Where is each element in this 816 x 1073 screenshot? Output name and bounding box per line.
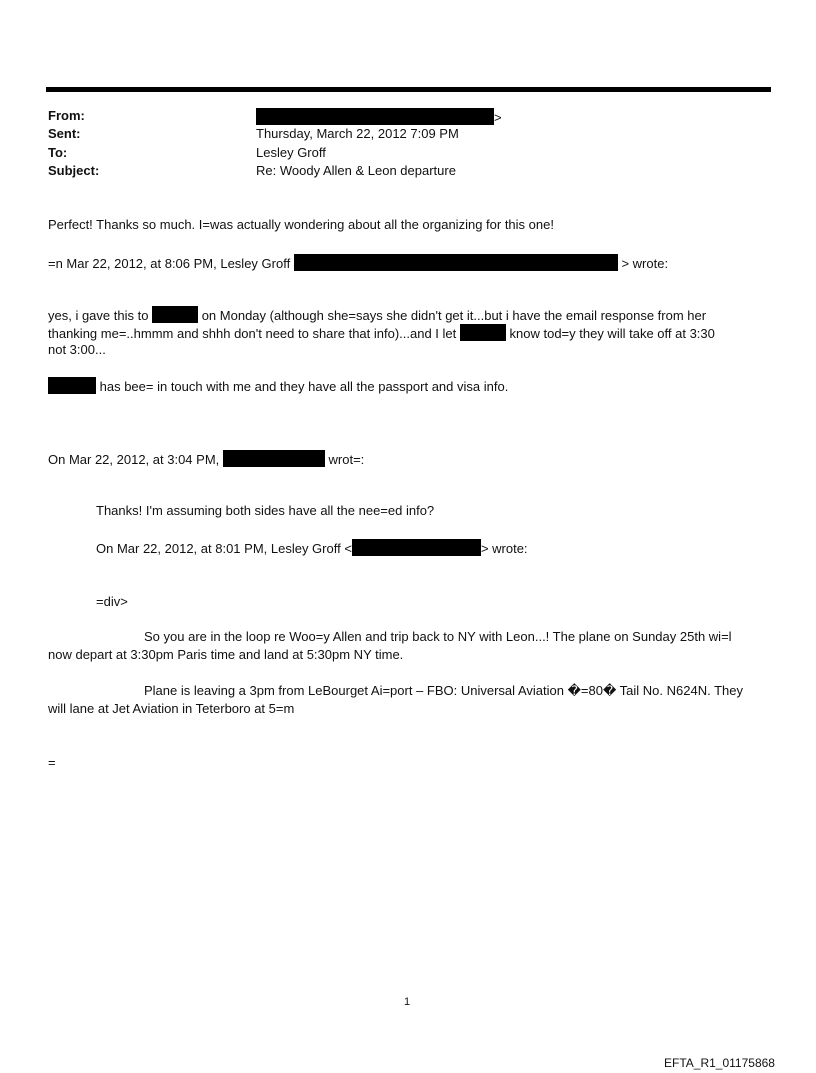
text-segment: know tod=y they will take off at 3:30 bbox=[509, 326, 715, 341]
body-paragraph-9-line-1: So you are in the loop re Woo=y Allen and trip back to NY with Leon...! The plane on Sunday 25th wi=l bbox=[144, 629, 732, 644]
redaction-box bbox=[256, 108, 494, 125]
body-paragraph-1: Perfect! Thanks so much. I=was actually wondering about all the organizing for this one! bbox=[48, 217, 554, 232]
subject-value: Re: Woody Allen & Leon departure bbox=[256, 163, 456, 178]
text-segment: thanking me=..hmmm and shhh don't need to share that info)...and I let bbox=[48, 326, 457, 341]
quote-header-1-text: =n Mar 22, 2012, at 8:06 PM, Lesley Groff bbox=[48, 256, 291, 271]
from-value bbox=[256, 108, 502, 125]
redaction-box bbox=[352, 539, 481, 556]
quote-header-1 bbox=[48, 254, 668, 271]
redaction-box bbox=[152, 306, 198, 323]
body-paragraph-9-line-2: now depart at 3:30pm Paris time and land at 5:30pm NY time. bbox=[48, 647, 404, 662]
body-paragraph-11: = bbox=[48, 755, 56, 770]
header-rule bbox=[46, 87, 771, 92]
body-paragraph-3-line-2 bbox=[48, 324, 715, 341]
text-segment: on Monday (although she=says she didn't get it...but i have the email response from her bbox=[201, 308, 707, 323]
body-paragraph-4 bbox=[48, 377, 508, 394]
redaction-box bbox=[460, 324, 506, 341]
from-suffix: > bbox=[494, 110, 502, 125]
body-paragraph-8: =div> bbox=[96, 594, 128, 609]
body-paragraph-3-line-1 bbox=[48, 306, 706, 323]
sent-label: Sent: bbox=[48, 126, 81, 141]
from-label: From: bbox=[48, 108, 85, 123]
to-value: Lesley Groff bbox=[256, 145, 326, 160]
text-segment: > wrote: bbox=[480, 541, 528, 556]
redaction-box bbox=[48, 377, 96, 394]
quote-header-3 bbox=[96, 539, 528, 556]
document-id: EFTA_R1_01175868 bbox=[664, 1056, 775, 1070]
subject-label: Subject: bbox=[48, 163, 100, 178]
quote-header-2 bbox=[48, 450, 364, 467]
text-segment: On Mar 22, 2012, at 3:04 PM, bbox=[48, 452, 220, 467]
redaction-box bbox=[223, 450, 325, 467]
to-label: To: bbox=[48, 145, 68, 160]
body-paragraph-10-line-2: will lane at Jet Aviation in Teterboro at 5=m bbox=[48, 701, 295, 716]
body-paragraph-3-line-3: not 3:00... bbox=[48, 342, 106, 357]
redaction-box bbox=[294, 254, 618, 271]
quote-header-1-suffix: > wrote: bbox=[621, 256, 669, 271]
body-paragraph-6: Thanks! I'm assuming both sides have all the nee=ed info? bbox=[96, 503, 435, 518]
page-number: 1 bbox=[404, 996, 411, 1008]
text-segment: yes, i gave this to bbox=[48, 308, 149, 323]
sent-value: Thursday, March 22, 2012 7:09 PM bbox=[256, 126, 459, 141]
body-paragraph-10-line-1: Plane is leaving a 3pm from LeBourget Ai=port – FBO: Universal Aviation �=80� Tail No. N624N. They bbox=[144, 683, 743, 698]
text-segment: has bee= in touch with me and they have all the passport and visa info. bbox=[99, 379, 509, 394]
text-segment: wrot=: bbox=[328, 452, 365, 467]
text-segment: On Mar 22, 2012, at 8:01 PM, Lesley Groff < bbox=[96, 541, 352, 556]
